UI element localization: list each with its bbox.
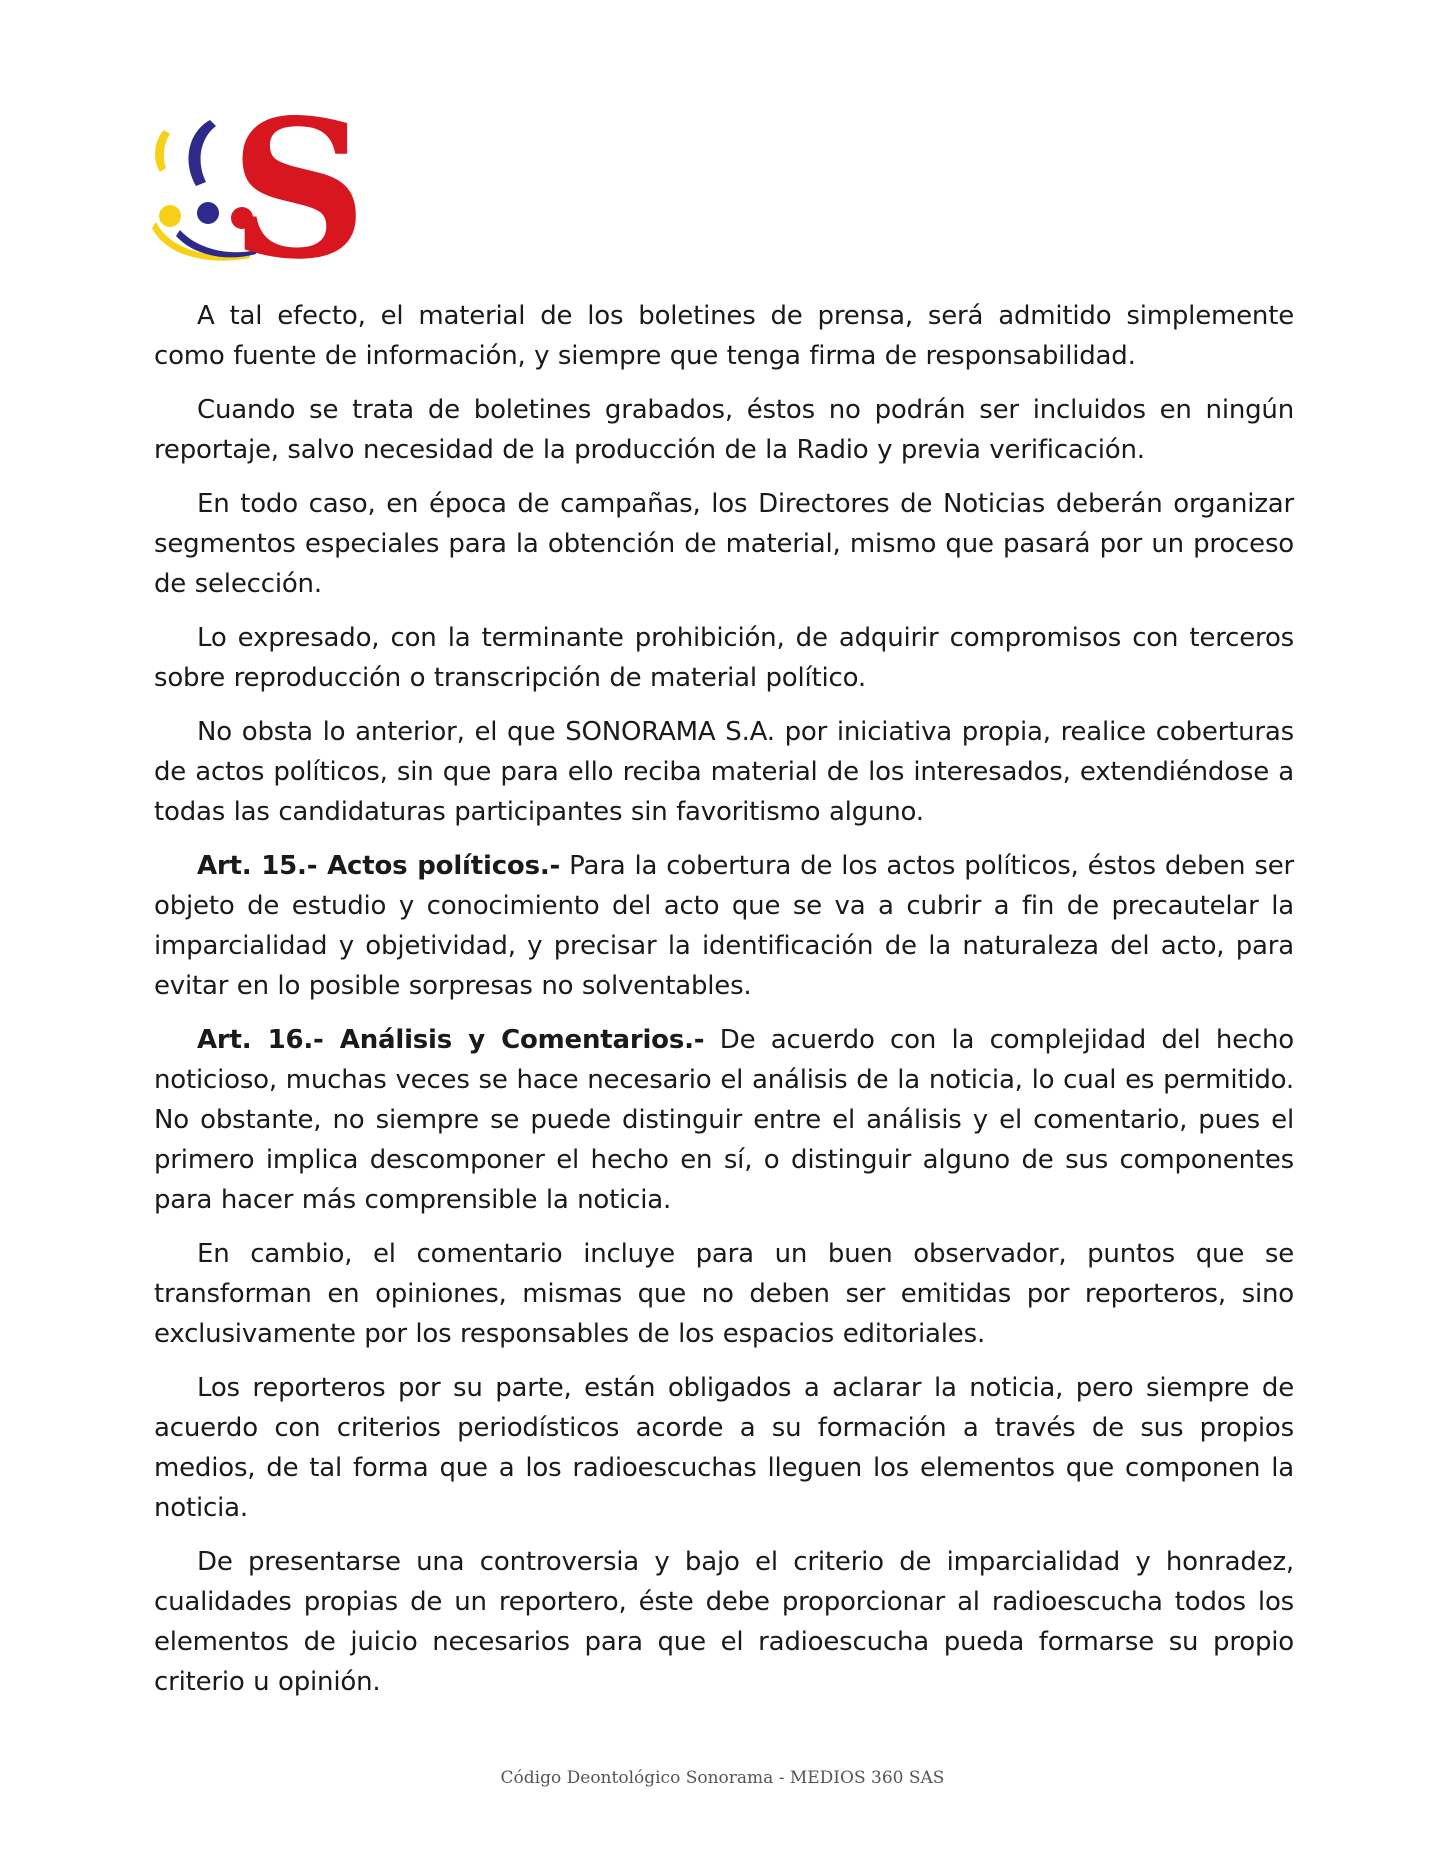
- logo-blue-arc: [188, 120, 216, 186]
- paragraph-text: De acuerdo con la complejidad del hecho noticioso, muchas veces se hace necesario el análisis de la noticia, lo cual es permitido. No obstante, no siempre se puede distinguir entre el análisis y el comentario, pues el primero implica descomponer el hecho en sí, o distinguir alguno de sus componentes para hacer más comprensible la noticia.: [154, 1025, 1295, 1215]
- logo-yellow-dot: [159, 205, 181, 227]
- paragraph-3: [154, 484, 1294, 604]
- paragraph-text: Lo expresado, con la terminante prohibición, de adquirir compromisos con terceros sobre reproducción o transcripción de material político.: [154, 623, 1294, 693]
- logo-blue-dot: [197, 202, 219, 224]
- paragraph-text: En todo caso, en época de campañas, los Directores de Noticias deberán organizar segmentos especiales para la obtención de material, mismo que pasará por un proceso de selección.: [154, 489, 1294, 599]
- paragraph-10: [154, 1542, 1294, 1702]
- sonorama-logo: [150, 78, 368, 301]
- logo-letter: S: [230, 78, 368, 301]
- sonorama-logo-icon: [150, 78, 368, 301]
- paragraph-4: [154, 618, 1294, 698]
- paragraph-text: Cuando se trata de boletines grabados, éstos no podrán ser incluidos en ningún reportaje, salvo necesidad de la producción de la Radio y previa verificación.: [154, 395, 1294, 465]
- paragraph-text: En cambio, el comentario incluye para un buen observador, puntos que se transforman en opiniones, mismas que no deben ser emitidas por reporteros, sino exclusivamente por los responsables de los espacios editoriales.: [154, 1239, 1294, 1349]
- article-heading: Art. 15.- Actos políticos.-: [197, 851, 561, 881]
- paragraph-9: [154, 1368, 1294, 1528]
- paragraph-2: [154, 390, 1294, 470]
- paragraph-text: A tal efecto, el material de los boletines de prensa, será admitido simplemente como fuente de información, y siempre que tenga firma de responsabilidad.: [154, 301, 1294, 371]
- paragraph-art-15: [154, 846, 1294, 1006]
- paragraph-8: [154, 1234, 1294, 1354]
- paragraph-text: Para la cobertura de los actos políticos, éstos deben ser objeto de estudio y conocimiento del acto que se va a cubrir a fin de precautelar la imparcialidad y objetividad, y precisar la identificación de la naturaleza del acto, para evitar en lo posible sorpresas no solventables.: [154, 851, 1294, 1001]
- paragraph-art-16: [154, 1020, 1294, 1220]
- article-heading: Art. 16.- Análisis y Comentarios.-: [197, 1025, 705, 1055]
- document-body: [154, 296, 1294, 1716]
- paragraph-1: [154, 296, 1294, 376]
- paragraph-5: [154, 712, 1294, 832]
- page-footer: Código Deontológico Sonorama - MEDIOS 360 SAS: [500, 1768, 945, 1788]
- paragraph-text: No obsta lo anterior, el que SONORAMA S.A. por iniciativa propia, realice coberturas de actos políticos, sin que para ello reciba material de los interesados, extendiéndose a todas las candidaturas participantes sin favoritismo alguno.: [154, 717, 1294, 827]
- paragraph-text: Los reporteros por su parte, están obligados a aclarar la noticia, pero siempre de acuerdo con criterios periodísticos acorde a su formación a través de sus propios medios, de tal forma que a los radioescuchas lleguen los elementos que componen la noticia.: [154, 1373, 1294, 1523]
- paragraph-text: De presentarse una controversia y bajo el criterio de imparcialidad y honradez, cualidades propias de un reportero, éste debe proporcionar al radioescucha todos los elementos de juicio necesarios para que el radioescucha pueda formarse su propio criterio u opinión.: [154, 1547, 1294, 1697]
- logo-yellow-arc: [155, 130, 170, 172]
